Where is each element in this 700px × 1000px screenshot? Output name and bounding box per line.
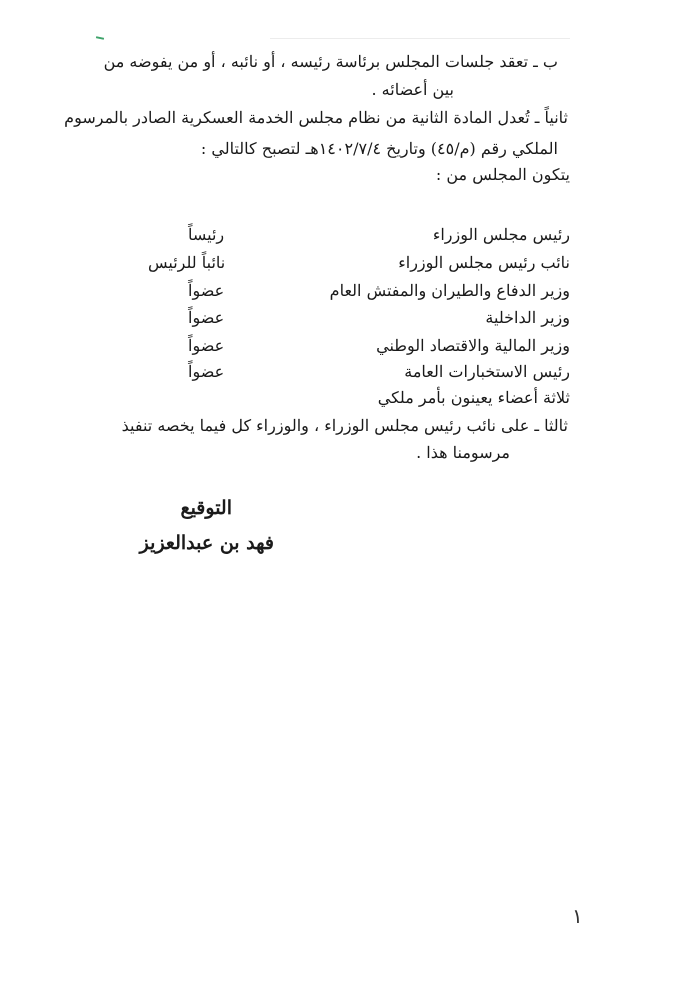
member-title: نائب رئيس مجلس الوزراء [398, 253, 570, 272]
top-rule [270, 38, 570, 39]
third-clause-line1: ثالثا ـ على نائب رئيس مجلس الوزراء ، والوزراء كل فيما يخصه تنفيذ [121, 416, 568, 435]
clause-b-line2: بين أعضائه . [371, 80, 454, 99]
signature-label: التوقيع [180, 497, 232, 519]
corner-mark [96, 36, 104, 40]
members-extra: ثلاثة أعضاء يعينون بأمر ملكي [377, 388, 570, 407]
member-role: عضواً [188, 336, 225, 355]
second-clause-line3: يتكون المجلس من : [435, 165, 570, 184]
third-clause-line2: مرسومنا هذا . [416, 443, 510, 462]
member-role: عضواً [188, 362, 225, 381]
member-row [140, 252, 570, 274]
member-title: وزير الداخلية [485, 308, 570, 327]
member-title: رئيس مجلس الوزراء [432, 225, 570, 244]
second-clause-line2: الملكي رقم (م/٤٥) وتاريخ ١٤٠٢/٧/٤هـ لتصبح كالتالي : [200, 139, 558, 158]
member-row [140, 224, 570, 246]
member-row [140, 280, 570, 302]
signature-name: فهد بن عبدالعزيز [139, 532, 274, 554]
member-role: عضواً [188, 281, 225, 300]
member-role: عضواً [188, 308, 225, 327]
member-title: وزير المالية والاقتصاد الوطني [376, 336, 570, 355]
page-number: ١ [572, 904, 583, 928]
member-title: وزير الدفاع والطيران والمفتش العام [329, 281, 570, 300]
second-clause-line1: ثانياً ـ تُعدل المادة الثانية من نظام مجلس الخدمة العسكرية الصادر بالمرسوم [64, 108, 568, 127]
member-title: رئيس الاستخبارات العامة [404, 362, 570, 381]
member-row [140, 335, 570, 357]
member-role: نائباً للرئيس [148, 253, 226, 272]
member-row [140, 361, 570, 383]
member-role: رئيساً [188, 225, 225, 244]
member-row [140, 307, 570, 329]
clause-b-line1: ب ـ تعقد جلسات المجلس برئاسة رئيسه ، أو نائبه ، أو من يفوضه من [103, 52, 558, 71]
